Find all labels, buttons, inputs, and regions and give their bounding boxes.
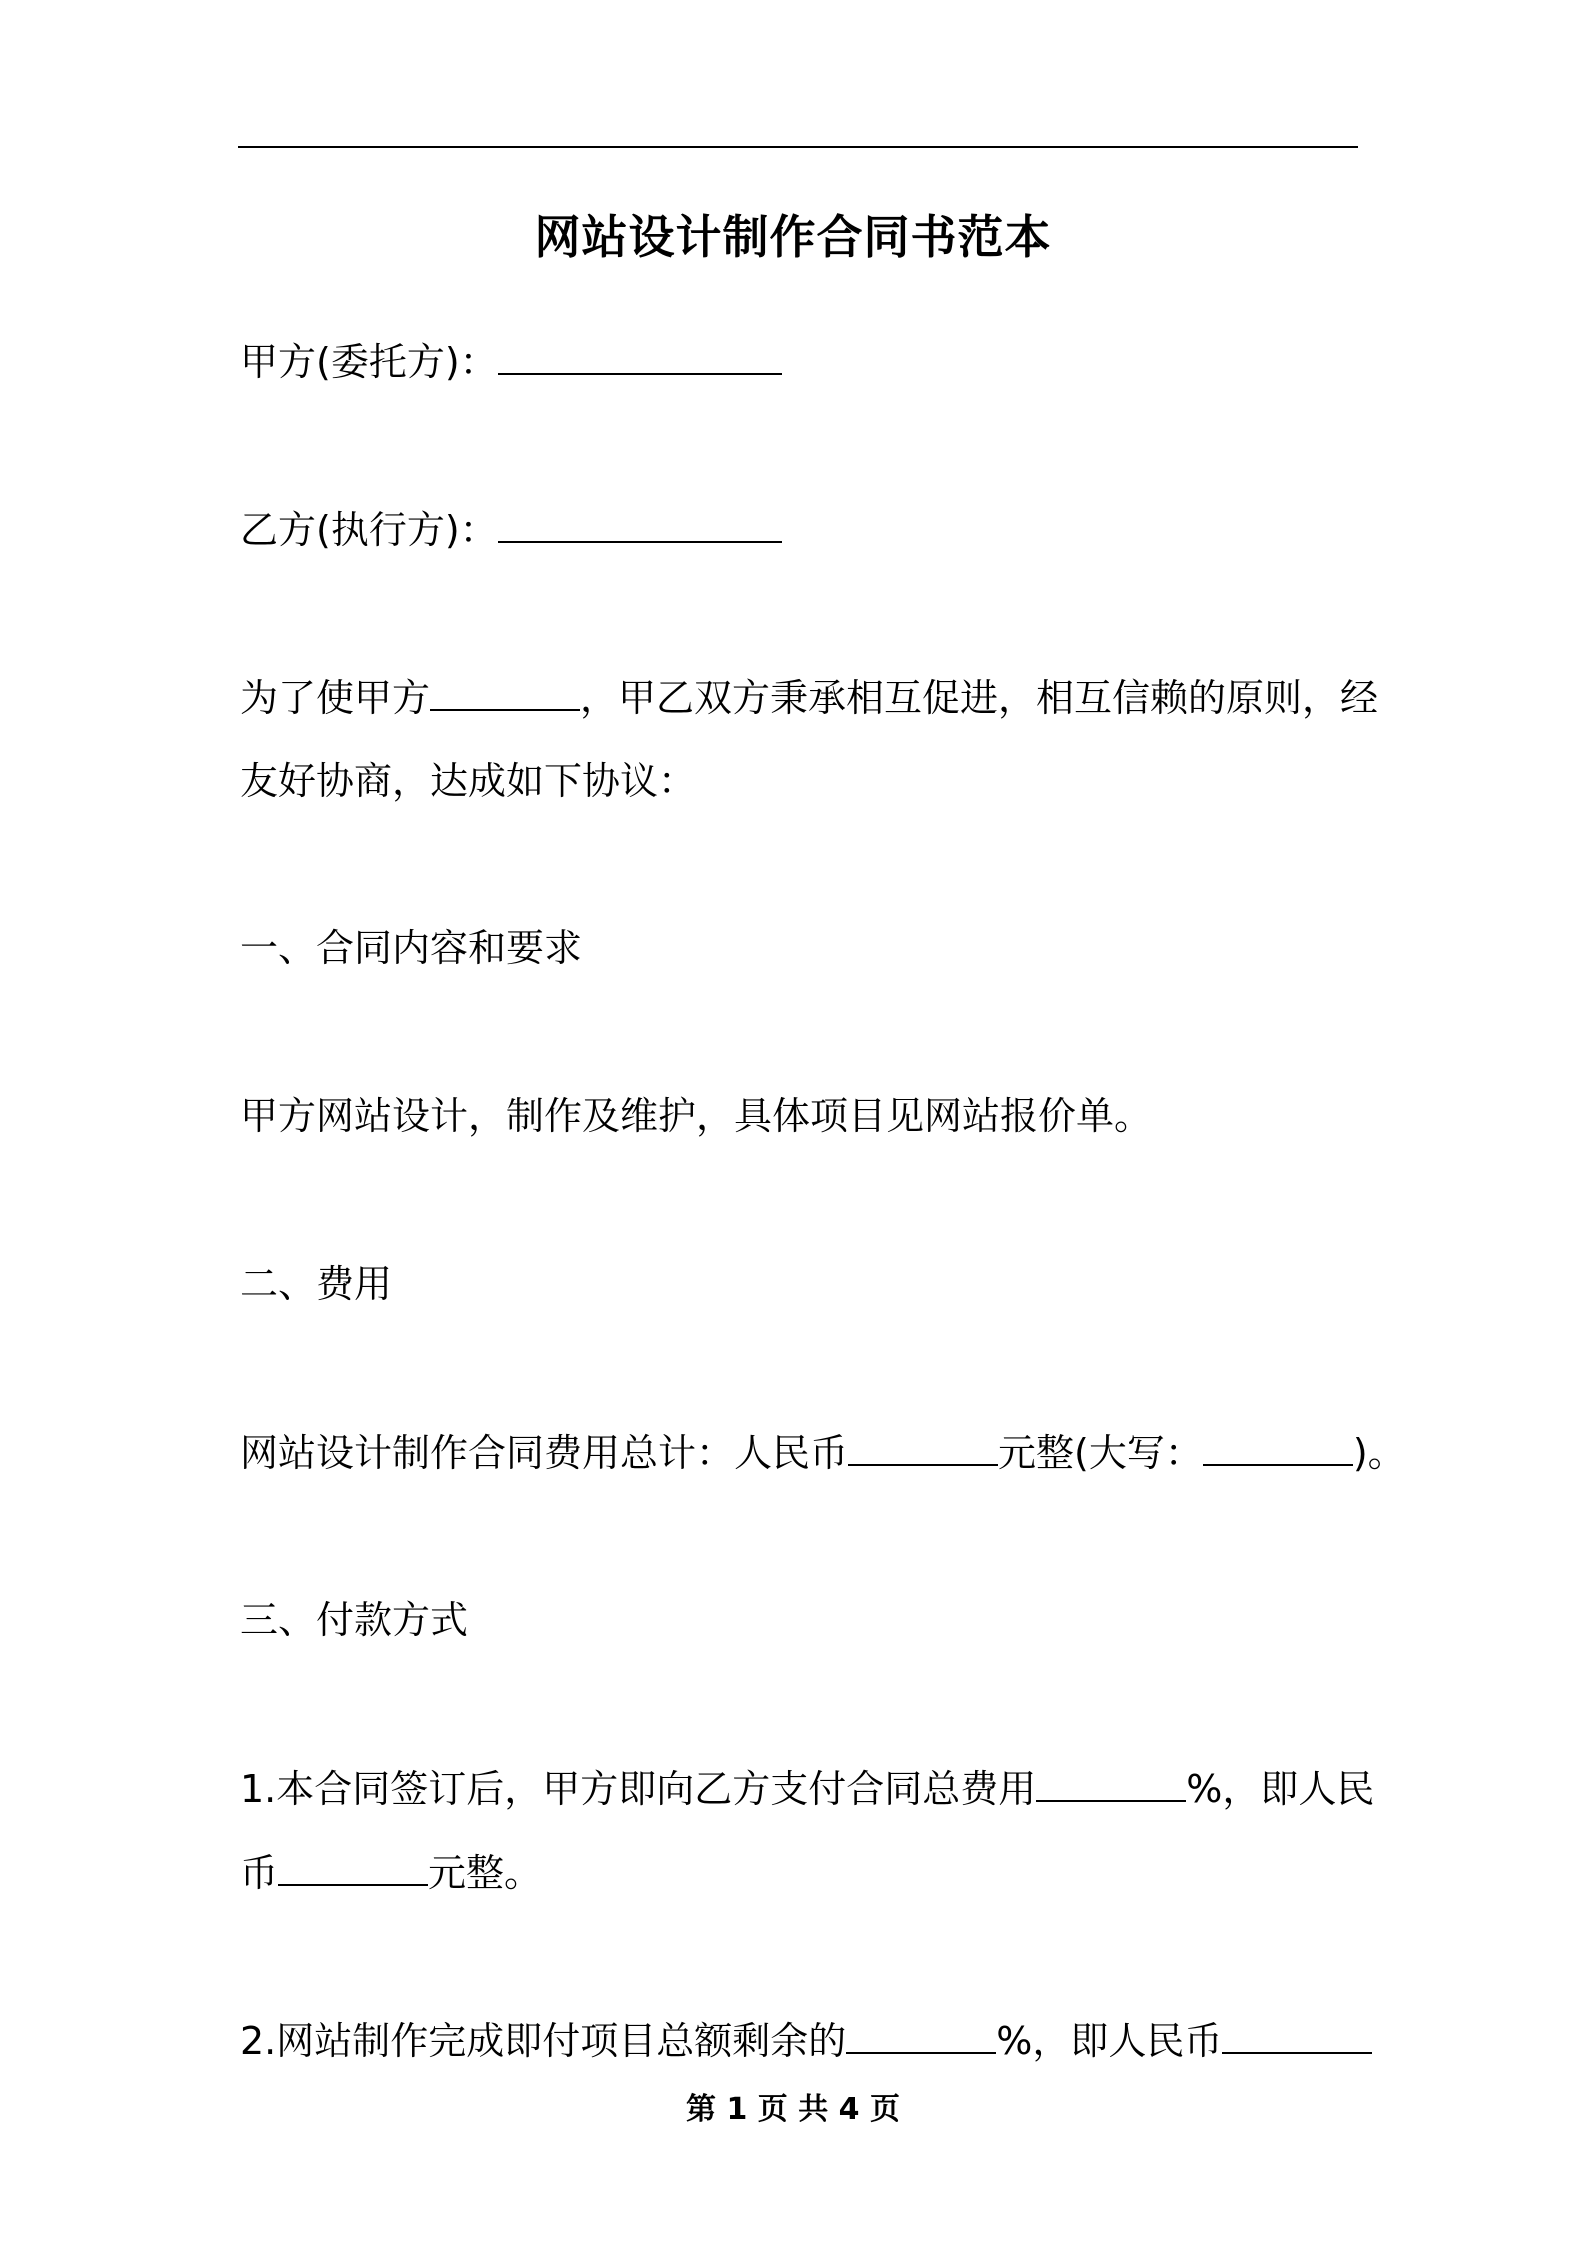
fee-amount-blank — [848, 1424, 998, 1466]
intro-blank — [430, 669, 580, 711]
intro-text-line2: 友好协商，达成如下协议： — [240, 759, 697, 803]
fee-text-part2: 元整(大写： — [998, 1431, 1203, 1475]
section2-heading-text: 二、费用 — [240, 1262, 393, 1306]
party-a-label: 甲方(委托方)： — [240, 340, 498, 384]
page-number: 第 1 页 共 4 页 — [686, 2092, 900, 2127]
intro-line-2 — [240, 753, 696, 809]
section1-heading — [240, 920, 582, 976]
section2-paragraph — [240, 1424, 1406, 1481]
section1-text: 甲方网站设计，制作及维护，具体项目见网站报价单。 — [240, 1094, 1153, 1138]
party-a-blank — [498, 333, 782, 375]
payment1-amount-blank — [278, 1844, 428, 1886]
payment1-percent-blank — [1036, 1760, 1186, 1802]
document-title: 网站设计制作合同书范本 — [534, 210, 1052, 264]
party-b-blank — [498, 501, 782, 543]
party-b-line — [240, 501, 782, 558]
payment1-text-part1: 1.本合同签订后，甲方即向乙方支付合同总费用 — [240, 1767, 1037, 1811]
fee-capital-blank — [1203, 1424, 1353, 1466]
section1-paragraph — [240, 1088, 1152, 1144]
intro-text-part1: 为了使甲方 — [240, 676, 431, 720]
section2-heading — [240, 1256, 392, 1312]
payment2-amount-blank — [1222, 2012, 1372, 2054]
payment2-line-1 — [240, 2012, 1372, 2069]
fee-text-part1: 网站设计制作合同费用总计：人民币 — [240, 1431, 849, 1475]
payment1-line-1 — [240, 1760, 1374, 1817]
payment2-text-part1: 2.网站制作完成即付项目总额剩余的 — [240, 2019, 847, 2063]
section3-heading-text: 三、付款方式 — [240, 1598, 469, 1642]
intro-text-part2: ，甲乙双方秉承相互促进，相互信赖的原则，经 — [580, 676, 1379, 720]
payment1-text-part2: %，即人民 — [1186, 1767, 1375, 1811]
section1-heading-text: 一、合同内容和要求 — [240, 926, 583, 970]
payment1-line2-part2: 元整。 — [428, 1851, 543, 1895]
intro-line-1 — [240, 669, 1378, 726]
header-rule — [238, 146, 1358, 148]
section3-heading — [240, 1592, 468, 1648]
payment2-percent-blank — [846, 2012, 996, 2054]
party-a-line — [240, 333, 782, 390]
party-b-label: 乙方(执行方)： — [240, 508, 498, 552]
payment1-line-2 — [240, 1844, 542, 1901]
payment2-text-part2: %，即人民币 — [996, 2019, 1223, 2063]
fee-text-part3: )。 — [1352, 1431, 1406, 1475]
payment1-line2-part1: 币 — [240, 1851, 279, 1895]
